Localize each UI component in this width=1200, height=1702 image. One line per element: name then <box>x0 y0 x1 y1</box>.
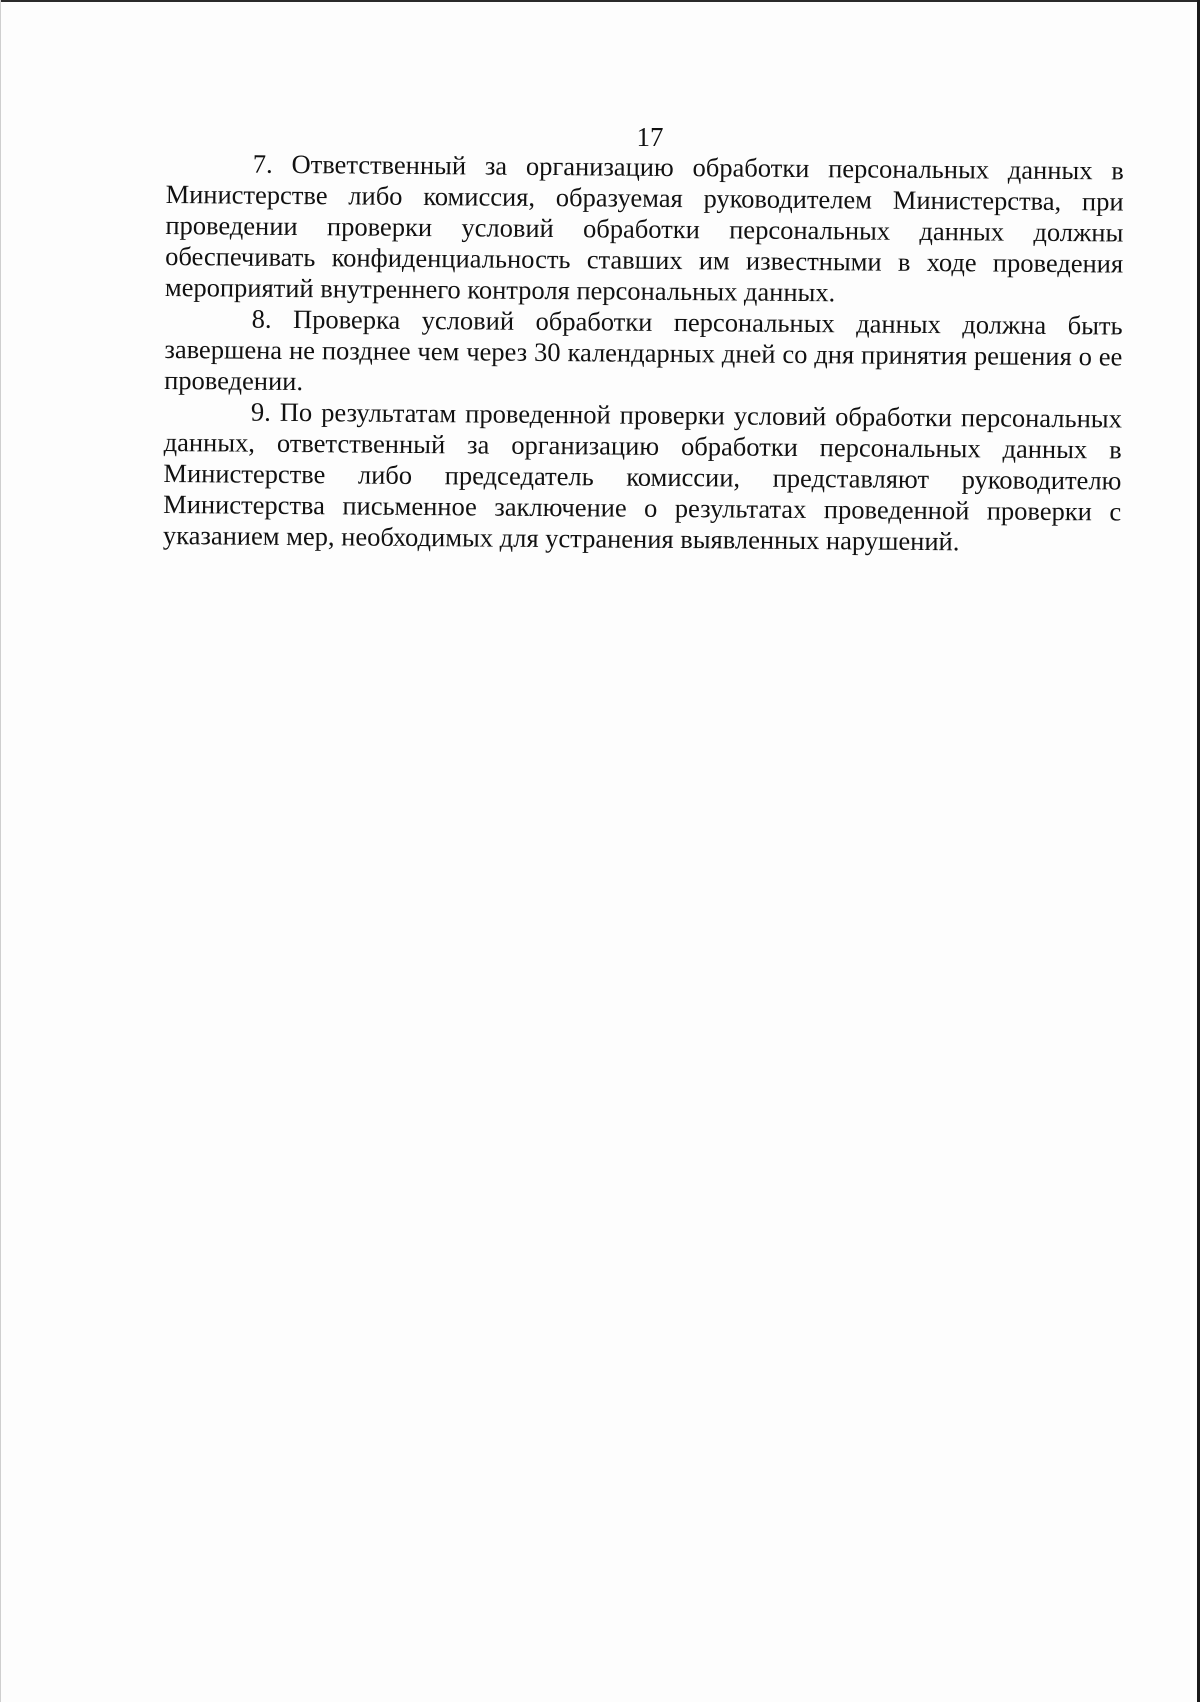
scan-top-edge <box>0 0 1200 2</box>
document-body <box>163 148 1124 559</box>
page-number: 17 <box>636 122 664 152</box>
paragraph-7: 7. Ответственный за организацию обработки персональных данных в Министерстве либо комиссия, образуемая руководителем Министерства, при проведении проверки условий обработки персональных данных должны обеспечивать конфиденциальность ставших им известными в ходе проведения мероприятий внутреннего контроля персональных данных. <box>164 148 1124 308</box>
paragraph-8: 8. Проверка условий обработки персональных данных должна быть завершена не позднее чем через 30 календарных дней со дня принятия решения о ее проведении. <box>164 303 1123 397</box>
scan-left-edge <box>0 0 1 1702</box>
paragraph-9: 9. По результатам проведенной проверки условий обработки персональных данных, ответственный за организацию обработки персональных данных в Министерстве либо председатель комиссии, представляют руководителю Министерства письменное заключение о результатах проведенной проверки с указанием мер, необходимых для устранения выявленных нарушений. <box>162 396 1123 557</box>
